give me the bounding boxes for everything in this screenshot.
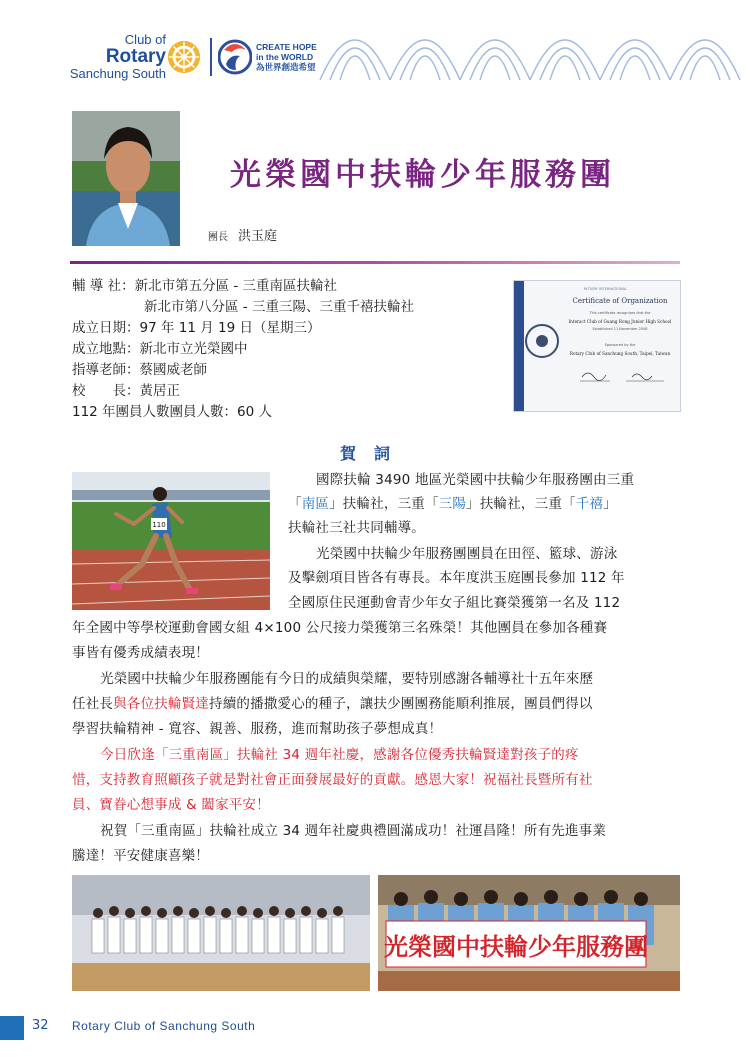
runner-bib-number: 110 xyxy=(152,521,166,529)
team-banner-photo xyxy=(378,875,680,991)
p1-l2-g: 」 xyxy=(603,496,617,512)
leader-name: 洪玉庭 xyxy=(238,229,278,244)
highlight-rotarians: 與各位扶輪賢達 xyxy=(113,696,210,712)
runner-photo xyxy=(72,472,270,610)
p3-l2-a: 任社長 xyxy=(72,696,114,712)
greeting-heading: 賀詞 xyxy=(340,444,409,463)
hope-line-1: CREATE HOPE xyxy=(256,42,317,52)
p1-line-1: 國際扶輪 3490 地區光榮國中扶輪少年服務團由三重 xyxy=(316,472,635,488)
cert-title: Certificate of Organization xyxy=(572,297,668,305)
club-line-2: Rotary xyxy=(105,46,166,67)
p3-line-2 xyxy=(72,693,593,717)
club-info xyxy=(72,276,414,423)
info-sponsor-1: 輔 導 社：新北市第五分區 - 三重南區扶輪社 xyxy=(72,278,338,294)
page-title: 光榮國中扶輪少年服務團 xyxy=(230,157,615,193)
p4-line-1: 今日欣逢「三重南區」扶輪社 34 週年社慶，感謝各位優秀扶輪賢達對孩子的疼 xyxy=(100,747,579,763)
info-principal: 校 長：黃居正 xyxy=(72,383,180,399)
p1-line-3: 扶輪社三社共同輔導。 xyxy=(288,520,425,536)
p1-l2-e: 」扶輪社，三重「 xyxy=(466,496,576,512)
p3-l2-c: 持續的播撒愛心的種子，讓扶少團團務能順利推展，團員們得以 xyxy=(209,696,593,712)
info-founded: 成立日期：97 年 11 月 19 日（星期三） xyxy=(72,320,321,336)
p2-line-2: 及擊劍項目皆各有專長。本年度洪玉庭團長參加 112 年 xyxy=(288,570,625,586)
cert-header: ROTARY INTERNATIONAL xyxy=(584,287,627,291)
cert-line-2: Interact Club of Guang Rong Junior High School xyxy=(568,319,672,324)
p1-l2-a: 「 xyxy=(288,496,302,512)
hope-line-2: in the WORLD xyxy=(256,52,314,62)
footer-accent-block xyxy=(0,1016,24,1040)
cert-line-1: This certificate recognizes that the xyxy=(589,311,651,315)
rotary-wheel-icon xyxy=(165,38,203,76)
p1-l2-c: 」扶輪社，三重「 xyxy=(329,496,439,512)
banner-text: 光榮國中扶輪少年服務團 xyxy=(384,932,648,961)
p5-line-2: 騰達！平安健康喜樂！ xyxy=(72,848,209,864)
p2-line-1: 光榮國中扶輪少年服務團團員在田徑、籃球、游泳 xyxy=(316,546,618,562)
page-number: 32 xyxy=(32,1018,49,1033)
info-members: 112 年團員人數團員人數：60 人 xyxy=(72,404,273,420)
p3-line-3: 學習扶輪精神 - 寬容、親善、服務，進而幫助孩子夢想成真！ xyxy=(72,721,443,737)
p3-line-1: 光榮國中扶輪少年服務團能有今日的成績與榮耀，要特別感謝各輔導社十五年來歷 xyxy=(100,671,594,687)
info-sponsor-2: 新北市第八分區 - 三重三陽、三重千禧扶輪社 xyxy=(144,299,414,315)
p2-line-5: 事皆有優秀成績表現！ xyxy=(72,645,209,661)
create-hope-text xyxy=(256,42,317,72)
leader-portrait-photo xyxy=(72,111,180,246)
leader-role: 團長 xyxy=(208,232,228,243)
header-wave-decoration xyxy=(300,0,750,80)
certificate-image xyxy=(513,280,681,412)
p2-line-4: 年全國中等學校運動會國女組 4×100 公尺接力榮獲第三名殊榮！其他團員在參加各種賽 xyxy=(72,620,608,636)
title-rule xyxy=(70,261,680,264)
highlight-qianxi: 千禧 xyxy=(575,496,604,512)
cert-line-5: Rotary Club of Sanchung South, Taipei, Taiwan xyxy=(569,351,671,356)
p4-line-2: 惜，支持教育照顧孩子就是對社會正面發展最好的貢獻。感恩大家！祝福社長暨所有社 xyxy=(72,772,593,788)
highlight-sanyang: 三陽 xyxy=(438,496,467,512)
footer-club-name: Rotary Club of Sanchung South xyxy=(72,1019,256,1033)
p2-line-3: 全國原住民運動會青少年女子組比賽榮獲第一名及 112 xyxy=(288,595,621,611)
cert-line-3: Established 11 November 2008 xyxy=(592,327,648,331)
club-line-1: Club of xyxy=(124,32,166,47)
cert-line-4: Sponsored by the xyxy=(604,343,636,347)
highlight-nanqu: 南區 xyxy=(301,496,330,512)
p5-line-1: 祝賀「三重南區」扶輪社成立 34 週年社慶典禮圓滿成功！社運昌隆！所有先進事業 xyxy=(100,823,607,839)
leader-line xyxy=(208,225,277,244)
p1-line-2 xyxy=(288,493,617,517)
logo-divider xyxy=(210,38,212,76)
hope-line-3: 為世界創造希望 xyxy=(256,62,316,72)
info-advisor: 指導老師：蔡國威老師 xyxy=(72,362,207,378)
club-logo-text xyxy=(40,33,166,81)
team-basketball-photo xyxy=(72,875,370,991)
p4-line-3: 員、寶眷心想事成 & 闔家平安！ xyxy=(72,797,270,813)
info-location: 成立地點：新北市立光榮國中 xyxy=(72,341,248,357)
create-hope-icon xyxy=(218,38,252,76)
club-line-3: Sanchung South xyxy=(69,66,166,81)
